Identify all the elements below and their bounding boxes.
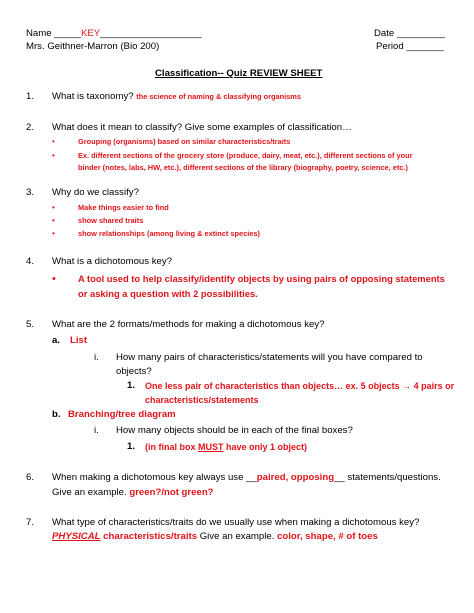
bullet-icon: • xyxy=(52,229,55,238)
page-title: Classification-- Quiz REVIEW SHEET xyxy=(155,68,323,79)
q5-number: 5. xyxy=(26,319,35,330)
q6-answer: paired, opposing xyxy=(256,472,335,483)
q2-bullet-1: Grouping (organisms) based on similar characteristics/traits xyxy=(78,137,291,146)
q5-a-i-label: i. xyxy=(94,352,99,363)
q5-b-i-label: i. xyxy=(94,425,99,436)
q5-a-i-1-label: 1. xyxy=(127,380,136,391)
q7-physical: PHYSICAL xyxy=(52,531,101,542)
q6-example-answer: green?/not green? xyxy=(129,487,214,498)
q2-bullet-2: Ex. different sections of the grocery store (produce, dairy, meat, etc.), different sections of your xyxy=(78,151,413,160)
q5-question: What are the 2 formats/methods for making a dichotomous key? xyxy=(52,319,325,330)
q6-line2 xyxy=(52,487,214,499)
bullet-icon: • xyxy=(52,273,56,285)
q5-a-i-1-line2: characteristics/statements xyxy=(145,395,259,405)
q3-bullet-2: show shared traits xyxy=(78,216,144,225)
q7-example-answer: color, shape, # of toes xyxy=(277,531,378,542)
name-blank-post: ___________________ xyxy=(100,28,202,39)
q5-b-answer: Branching/tree diagram xyxy=(68,409,176,420)
q7-answer: characteristics/traits xyxy=(100,531,198,542)
q5-b-i-line: How many objects should be in each of the final boxes? xyxy=(116,425,353,436)
q5-b-i-1-label: 1. xyxy=(127,441,136,452)
q1-answer: the science of naming & classifying organisms xyxy=(136,92,301,101)
q2-number: 2. xyxy=(26,122,35,133)
q6-line1-post: statements/questions. xyxy=(344,472,441,483)
q1-question-text: What is taxonomy? xyxy=(52,91,134,102)
q7-line2 xyxy=(52,531,378,543)
q1-question xyxy=(52,91,301,103)
q3-question: Why do we classify? xyxy=(52,187,139,198)
q5-a-label: a. xyxy=(52,335,61,346)
q7-line1: What type of characteristics/traits do we usually use when making a dichotomous key? xyxy=(52,517,420,528)
q2-bullet-2-cont: binder (notes, labs, HW, etc.), different sections of the library (biography, poetry, science, etc.) xyxy=(78,163,408,172)
q2-question: What does it mean to classify? Give some examples of classification… xyxy=(52,122,352,133)
q4-number: 4. xyxy=(26,256,35,267)
name-blank-pre: _____ xyxy=(54,28,81,39)
q5-b-label: b. xyxy=(52,409,61,420)
q6-line1 xyxy=(52,472,441,484)
q6-number: 6. xyxy=(26,472,35,483)
q4-answer-line1: A tool used to help classify/identify objects by using pairs of opposing statements xyxy=(78,273,445,284)
q5-b-i-1-answer xyxy=(145,441,307,453)
bullet-icon: • xyxy=(52,203,55,212)
q5-a-i-line1: How many pairs of characteristics/statements will you have compared to xyxy=(116,352,423,363)
q3-number: 3. xyxy=(26,187,35,198)
q6-line1-pre: When making a dichotomous key always use xyxy=(52,472,247,483)
q4-question: What is a dichotomous key? xyxy=(52,256,172,267)
date-field: Date _________ xyxy=(374,28,445,39)
bullet-icon: • xyxy=(52,151,55,160)
period-field: Period _______ xyxy=(376,41,444,52)
q7-line2-mid: Give an example. xyxy=(197,531,278,542)
q6-blank-pre: __ xyxy=(246,472,257,483)
q5-b-i-1-post: have only 1 object) xyxy=(223,442,308,452)
q5-a-i-1-line1: One less pair of characteristics than objects… ex. 5 objects → 4 pairs or xyxy=(145,381,455,391)
q6-line2-pre: Give an example. xyxy=(52,487,130,498)
bullet-icon: • xyxy=(52,137,55,146)
name-field xyxy=(26,28,202,40)
q5-b-i-1-pre: (in final box xyxy=(145,442,198,452)
q3-bullet-1: Make things easier to find xyxy=(78,203,169,212)
q6-blank-post: __ xyxy=(334,472,345,483)
q1-number: 1. xyxy=(26,91,35,102)
name-value: KEY xyxy=(80,28,101,39)
q5-a-answer: List xyxy=(70,335,88,346)
teacher-label: Mrs. Geithner-Marron (Bio 200) xyxy=(26,41,160,52)
name-label: Name xyxy=(26,28,55,39)
q3-bullet-3: show relationships (among living & extinct species) xyxy=(78,229,260,238)
q7-number: 7. xyxy=(26,517,35,528)
q4-answer-line2: or asking a question with 2 possibilities. xyxy=(78,288,258,299)
q5-a-i-line2: objects? xyxy=(116,366,152,377)
bullet-icon: • xyxy=(52,216,55,225)
q5-b-i-1-must: MUST xyxy=(198,442,224,452)
